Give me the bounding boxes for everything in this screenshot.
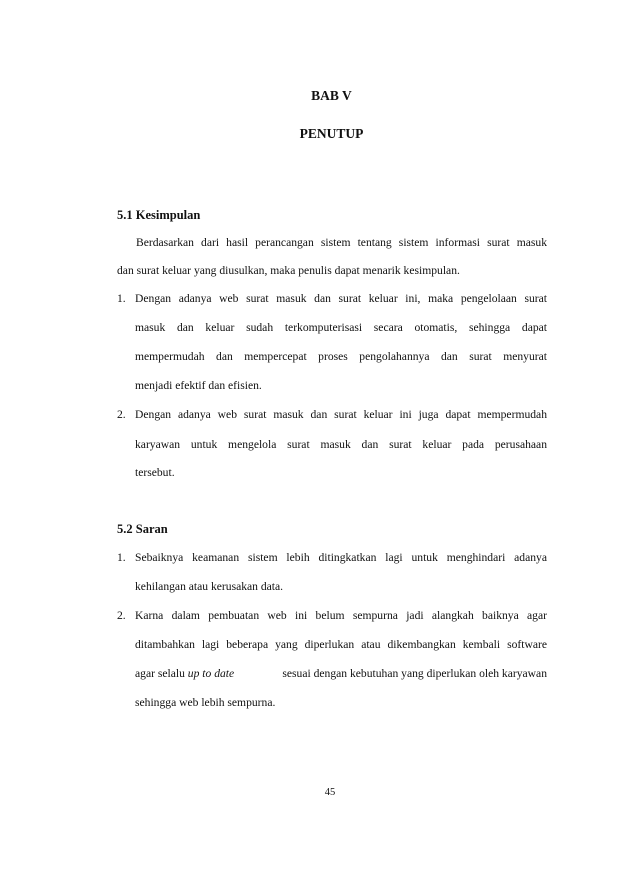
line-text-start: agar selalu up to date bbox=[135, 667, 235, 680]
page-number: 45 bbox=[324, 787, 336, 798]
list-number: 1. bbox=[117, 551, 126, 564]
list-number: 2. bbox=[117, 609, 126, 622]
list-item-line bbox=[135, 667, 547, 681]
list-item-line: kehilangan atau kerusakan data. bbox=[135, 580, 284, 593]
list-item-line: tersebut. bbox=[135, 466, 175, 479]
intro-line: dan surat keluar yang diusulkan, maka penulis dapat menarik kesimpulan. bbox=[117, 264, 460, 277]
section-heading-saran: 5.2 Saran bbox=[117, 522, 168, 536]
intro-line: Berdasarkan dari hasil perancangan sistem tentang sistem informasi surat masuk bbox=[136, 236, 547, 249]
list-item-line: masuk dan keluar sudah terkomputerisasi secara otomatis, sehingga dapat bbox=[135, 321, 547, 334]
list-item-line: karyawan untuk mengelola surat masuk dan surat keluar pada perusahaan bbox=[135, 438, 547, 451]
section-heading-kesimpulan: 5.1 Kesimpulan bbox=[117, 208, 201, 222]
list-item-line: Dengan adanya web surat masuk dan surat keluar ini, maka pengelolaan surat bbox=[135, 292, 547, 305]
list-item-line: sehingga web lebih sempurna. bbox=[135, 696, 276, 709]
line-text-end: sesuai dengan kebutuhan yang diperlukan oleh karyawan bbox=[282, 667, 547, 680]
list-item-line: menjadi efektif dan efisien. bbox=[135, 379, 262, 392]
list-item-line: Dengan adanya web surat masuk dan surat keluar ini juga dapat mempermudah bbox=[135, 408, 547, 421]
chapter-title: PENUTUP bbox=[299, 126, 364, 141]
italic-term: up to date bbox=[187, 667, 235, 680]
list-number: 1. bbox=[117, 292, 126, 305]
list-item-line: Karna dalam pembuatan web ini belum sempurna jadi alangkah baiknya agar bbox=[135, 609, 547, 622]
list-number: 2. bbox=[117, 408, 126, 421]
list-item-line: mempermudah dan mempercepat proses pengolahannya dan surat menyurat bbox=[135, 350, 547, 363]
list-item-line: Sebaiknya keamanan sistem lebih ditingkatkan lagi untuk menghindari adanya bbox=[135, 551, 547, 564]
chapter-label: BAB V bbox=[311, 88, 352, 103]
list-item-line: ditambahkan lagi beberapa yang diperlukan atau dikembangkan kembali software bbox=[135, 638, 547, 651]
